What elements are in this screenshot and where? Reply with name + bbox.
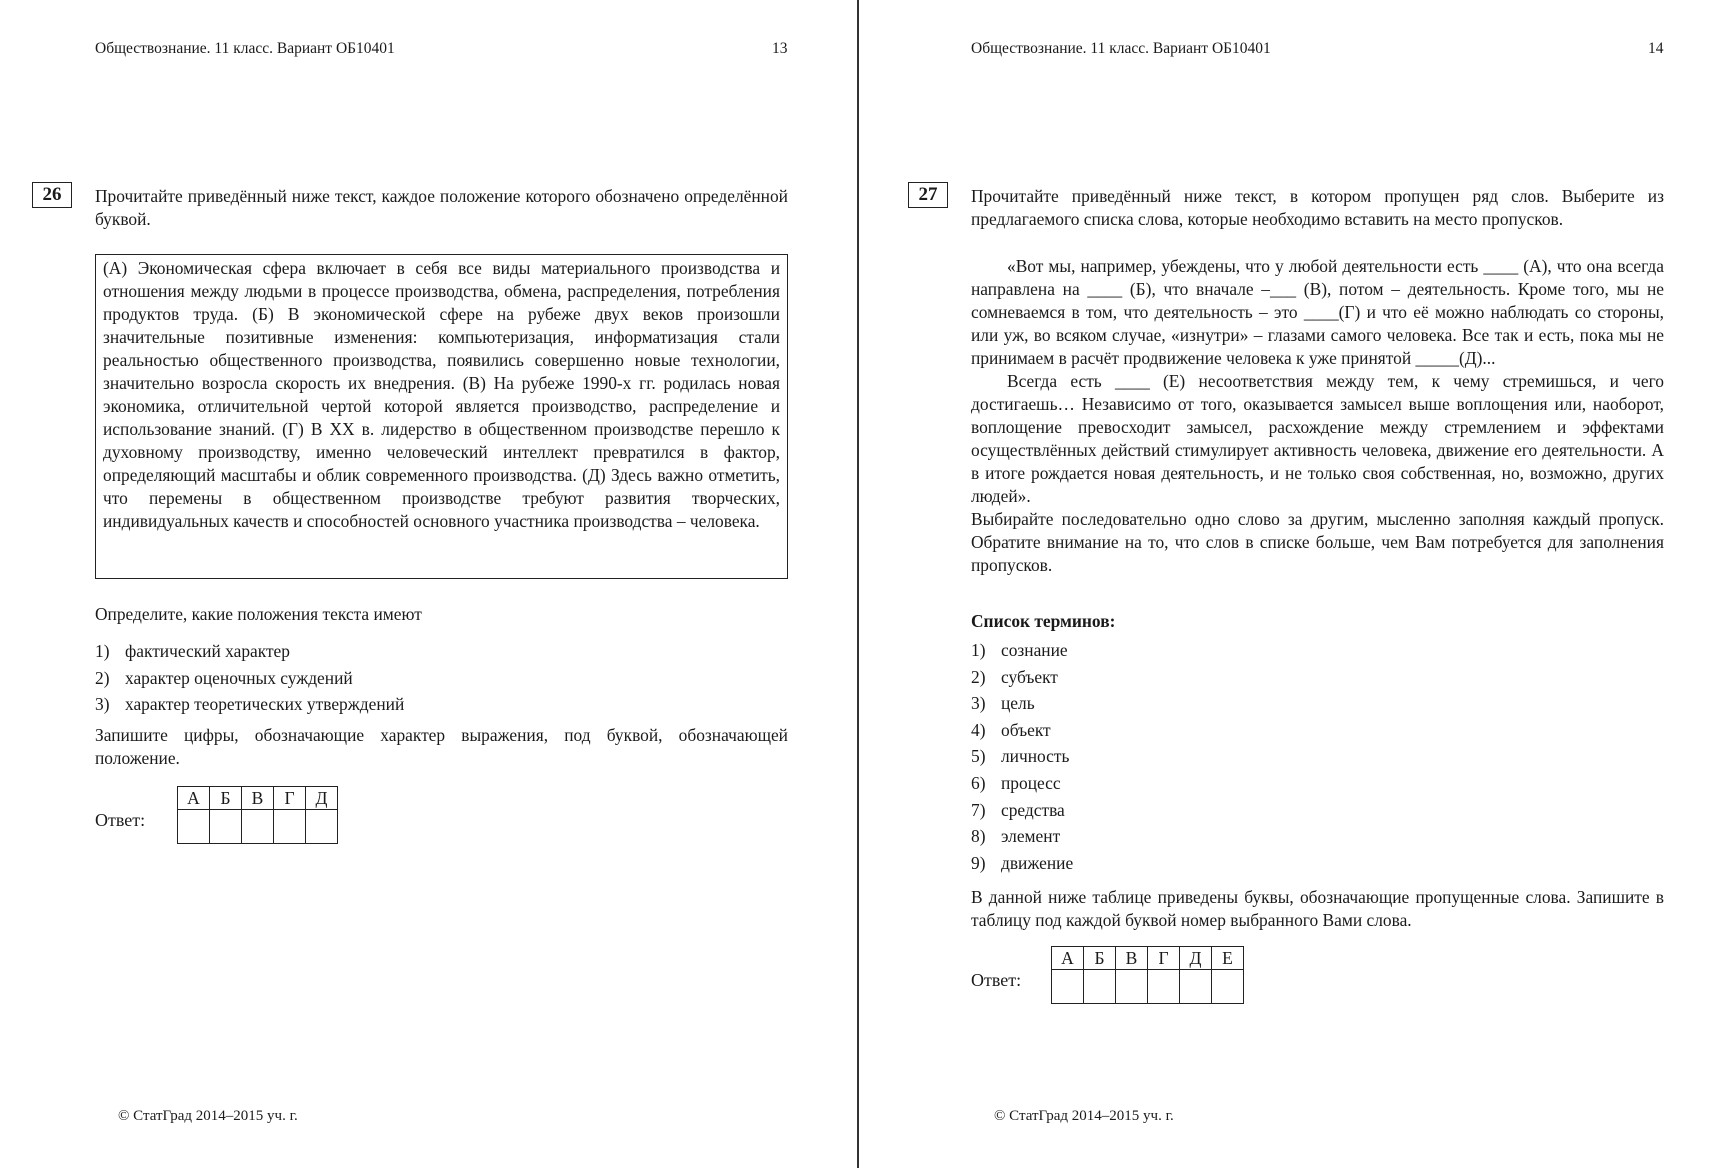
answer-table-26 — [177, 786, 338, 844]
option-item — [95, 665, 404, 692]
page-number: 13 — [772, 40, 788, 57]
answer-letter: А — [1052, 947, 1084, 970]
term-item — [971, 664, 1073, 691]
page-header-title: Обществознание. 11 класс. Вариант ОБ10401 — [971, 40, 1271, 57]
term-item — [971, 823, 1073, 850]
answer-cell[interactable] — [274, 810, 306, 844]
answer-label: Ответ: — [971, 970, 1022, 990]
answer-letter: А — [178, 787, 210, 810]
term-number: 4) — [971, 719, 986, 740]
terms-heading: Список терминов: — [971, 611, 1116, 631]
term-number: 8) — [971, 826, 986, 847]
answer-letter: В — [242, 787, 274, 810]
term-text: средства — [1001, 799, 1065, 820]
option-item — [95, 691, 404, 718]
answer-cell[interactable] — [1052, 970, 1084, 1004]
passage-paragraph-3: Выбирайте последовательно одно слово за другим, мысленно заполняя каждый пропуск. Обратите внимание на то, что слов в списке больше, чем Вам потребуется для заполнения пропусков. — [971, 509, 1664, 575]
term-text: элемент — [1001, 826, 1061, 847]
question-26-write-instruction: Запишите цифры, обозначающие характер выражения, под буквой, обозначающей положение. — [95, 725, 788, 768]
page-header-title: Обществознание. 11 класс. Вариант ОБ10401 — [95, 40, 395, 57]
option-text: фактический характер — [125, 641, 290, 661]
passage-paragraph-2: Всегда есть ____ (Е) несоответствия между тем, к чему стремишься, и чего достигаешь… Независимо от того, оказывается замысел выше воплощения или, наоборот, воплощение превосходит замысел, расхождение между стремлением и эффектами осуществлённых действий стимулирует активность человека, движение его деятельности. А в итоге рождается новая деятельность, и не только своя собственная, но, возможно, других людей». — [971, 371, 1664, 506]
answer-letter: Г — [1148, 947, 1180, 970]
option-number: 3) — [95, 694, 110, 714]
answer-cell[interactable] — [1180, 970, 1212, 1004]
question-number-26: 26 — [32, 182, 72, 208]
term-item — [971, 850, 1073, 877]
option-number: 2) — [95, 667, 110, 688]
answer-cell[interactable] — [210, 810, 242, 844]
answer-letter: Д — [1180, 947, 1212, 970]
term-item — [971, 690, 1073, 717]
answer-letter: Е — [1212, 947, 1244, 970]
answer-letter: Г — [274, 787, 306, 810]
term-item — [971, 770, 1073, 797]
answer-label: Ответ: — [95, 810, 146, 830]
term-text: субъект — [1001, 666, 1058, 687]
term-item — [971, 637, 1073, 664]
question-27-instruction: Прочитайте приведённый ниже текст, в котором пропущен ряд слов. Выберите из предлагаемого списка слова, которые необходимо вставить на место пропусков. — [971, 186, 1664, 229]
option-text: характер теоретических утверждений — [125, 694, 405, 714]
term-text: объект — [1001, 719, 1051, 740]
option-text: характер оценочных суждений — [125, 667, 353, 688]
page-footer: © СтатГрад 2014–2015 уч. г. — [118, 1108, 298, 1124]
answer-cell[interactable] — [1148, 970, 1180, 1004]
question-number-27: 27 — [908, 182, 948, 208]
term-number: 3) — [971, 693, 986, 714]
page-footer: © СтатГрад 2014–2015 уч. г. — [994, 1108, 1174, 1124]
term-number: 1) — [971, 640, 986, 660]
answer-cell[interactable] — [178, 810, 210, 844]
term-number: 7) — [971, 799, 986, 820]
answer-table-27 — [1051, 946, 1244, 1004]
term-text: личность — [1001, 746, 1070, 767]
term-text: движение — [1001, 852, 1074, 873]
question-26-source-text: (А) Экономическая сфера включает в себя все виды материального производства и отношения между людьми в процессе производства, обмена, распределения, потребления продуктов труда. (Б) В экономической сфере на рубеже двух веков произошли значительные позитивные изменения: компьютеризация, информатизация стали реальностью общественного производства, появились совершенно новые технологии, значительно возросла скорость их внедрения. (В) На рубеже 1990-х гг. родилась новая экономика, отличительной чертой которой является производство, распределение и использование знаний. (Г) В XX в. лидерство в общественном производстве перешло к духовному производству, именно человеческий интеллект превратился в фактор, определяющий масштабы и облик современного производства. (Д) Здесь важно отметить, что перемены в общественном производстве требуют развития творческих, индивидуальных качеств и способностей основного участника производства – человека. — [95, 254, 788, 579]
answer-letter: В — [1116, 947, 1148, 970]
term-item — [971, 717, 1073, 744]
terms-list — [971, 637, 1073, 876]
term-item — [971, 743, 1073, 770]
term-number: 2) — [971, 666, 986, 687]
question-26-options — [95, 638, 404, 718]
table-instruction: В данной ниже таблице приведены буквы, обозначающие пропущенные слова. Запишите в таблицу под каждой буквой номер выбранного Вами слова. — [971, 887, 1664, 930]
answer-cell[interactable] — [306, 810, 338, 844]
term-item — [971, 797, 1073, 824]
passage-paragraph-1: «Вот мы, например, убеждены, что у любой деятельности есть ____ (А), что она всегда направлена на ____ (Б), что вначале –___ (В), потом – деятельность. Кроме того, мы не сомневаемся в том, что деятельность – это ____(Г) и что её можно наблюдать со стороны, или уж, во всяком случае, «изнутри» – глазами самого человека. Все так и есть, пока мы не принимаем в расчёт продвижение человека к уже принятой _____(Д)... — [971, 256, 1664, 368]
term-text: процесс — [1001, 772, 1061, 793]
option-item — [95, 638, 404, 665]
question-26-prompt: Определите, какие положения текста имеют — [95, 604, 422, 624]
term-number: 5) — [971, 746, 986, 767]
question-26-instruction: Прочитайте приведённый ниже текст, каждое положение которого обозначено определённой буквой. — [95, 186, 788, 229]
page-number: 14 — [1648, 40, 1664, 57]
term-text: сознание — [1001, 640, 1068, 660]
question-27-passage — [971, 255, 1664, 577]
answer-cell[interactable] — [1116, 970, 1148, 1004]
left-page — [0, 0, 858, 1168]
answer-letter: Б — [1084, 947, 1116, 970]
answer-cell[interactable] — [1084, 970, 1116, 1004]
term-text: цель — [1001, 693, 1035, 714]
answer-letter: Д — [306, 787, 338, 810]
page-divider — [857, 0, 859, 1168]
answer-cell[interactable] — [242, 810, 274, 844]
option-number: 1) — [95, 641, 110, 661]
answer-letter: Б — [210, 787, 242, 810]
term-number: 6) — [971, 772, 986, 793]
right-page — [860, 0, 1718, 1168]
answer-cell[interactable] — [1212, 970, 1244, 1004]
term-number: 9) — [971, 852, 986, 873]
